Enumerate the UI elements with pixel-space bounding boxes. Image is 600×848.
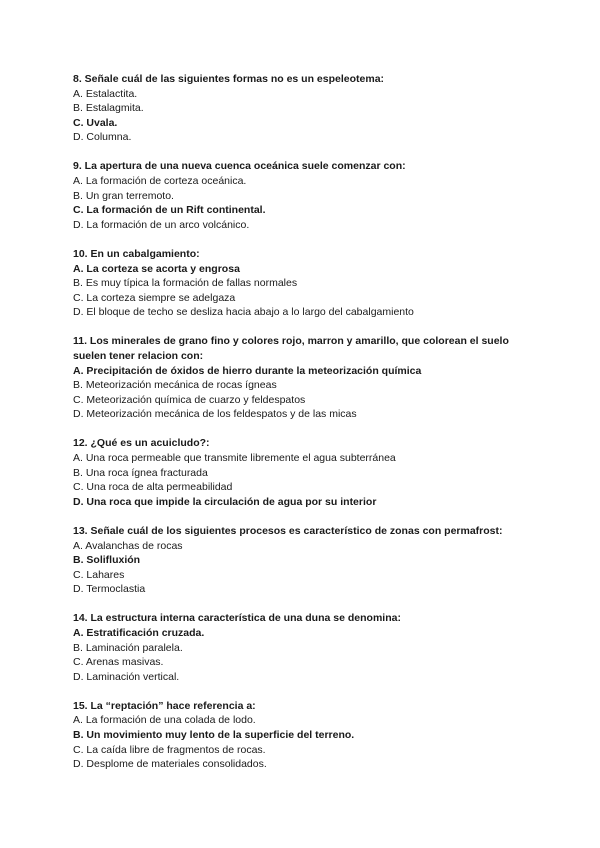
answer-option: C. Meteorización química de cuarzo y feldespatos (73, 393, 306, 406)
answer-option-correct: A. La corteza se acorta y engrosa (73, 262, 240, 275)
question-title: 9. La apertura de una nueva cuenca oceánica suele comenzar con: (73, 160, 406, 173)
answer-option: C. Arenas masivas. (73, 656, 164, 669)
question-title: 8. Señale cuál de las siguientes formas no es un espeleotema: (73, 73, 385, 85)
answer-option: A. La formación de corteza oceánica. (73, 175, 247, 188)
answer-option: B. Meteorización mecánica de rocas ígneas (73, 379, 277, 392)
answer-option-correct: D. Una roca que impide la circulación de agua por su interior (73, 495, 377, 508)
answer-option: D. Meteorización mecánica de los feldespatos y de las micas (73, 408, 357, 421)
question-block (73, 524, 543, 597)
question-block (73, 159, 543, 232)
answer-option: B. Un gran terremoto. (73, 189, 174, 202)
answer-option: B. Laminación paralela. (73, 641, 183, 654)
question-block (73, 611, 543, 684)
question-title: 10. En un cabalgamiento: (73, 247, 200, 260)
answer-option-correct: C. Uvala. (73, 116, 118, 129)
question-block (73, 334, 543, 422)
answer-option: B. Es muy típica la formación de fallas normales (73, 277, 298, 290)
question-title: 12. ¿Qué es un acuicludo?: (73, 437, 210, 450)
answer-option-correct: A. Precipitación de óxidos de hierro durante la meteorización química (73, 364, 422, 377)
question-title: 11. Los minerales de grano fino y colores rojo, marron y amarillo, que colorean el suelo suelen tener relacion con: (73, 335, 509, 362)
answer-option: D. El bloque de techo se desliza hacia abajo a lo largo del cabalgamiento (73, 306, 414, 319)
answer-option: A. Avalanchas de rocas (73, 539, 183, 552)
question-block (73, 247, 543, 320)
answer-option-correct: B. Un movimiento muy lento de la superficie del terreno. (73, 729, 355, 742)
answer-option: C. Lahares (73, 568, 125, 581)
answer-option: C. La corteza siempre se adelgaza (73, 291, 236, 304)
question-block (73, 72, 543, 145)
question-title: 13. Señale cuál de los siguientes procesos es característico de zonas con permafrost: (73, 524, 503, 537)
answer-option-correct: A. Estratificación cruzada. (73, 627, 205, 639)
answer-option: A. La formación de una colada de lodo. (73, 714, 256, 727)
answer-option: D. Laminación vertical. (73, 670, 180, 683)
answer-option: B. Estalagmita. (73, 102, 144, 115)
question-title: 15. La “reptación” hace referencia a: (73, 699, 256, 712)
question-block (73, 699, 543, 772)
answer-option: A. Una roca permeable que transmite libremente el agua subterránea (73, 452, 396, 465)
question-title: 14. La estructura interna característica de una duna se denomina: (73, 612, 401, 625)
answer-option: C. La caída libre de fragmentos de rocas. (73, 743, 266, 756)
answer-option: D. La formación de un arco volcánico. (73, 218, 250, 231)
answer-option-correct: B. Solifluxión (73, 554, 141, 567)
answer-option: B. Una roca ígnea fracturada (73, 466, 208, 479)
answer-option: D. Termoclastia (73, 583, 146, 596)
answer-option: C. Una roca de alta permeabilidad (73, 481, 233, 494)
answer-option: D. Columna. (73, 131, 132, 144)
answer-option-correct: C. La formación de un Rift continental. (73, 204, 266, 217)
answer-option: D. Desplome de materiales consolidados. (73, 758, 267, 771)
question-list (73, 72, 543, 786)
question-block (73, 436, 543, 509)
answer-option: A. Estalactita. (73, 87, 138, 100)
